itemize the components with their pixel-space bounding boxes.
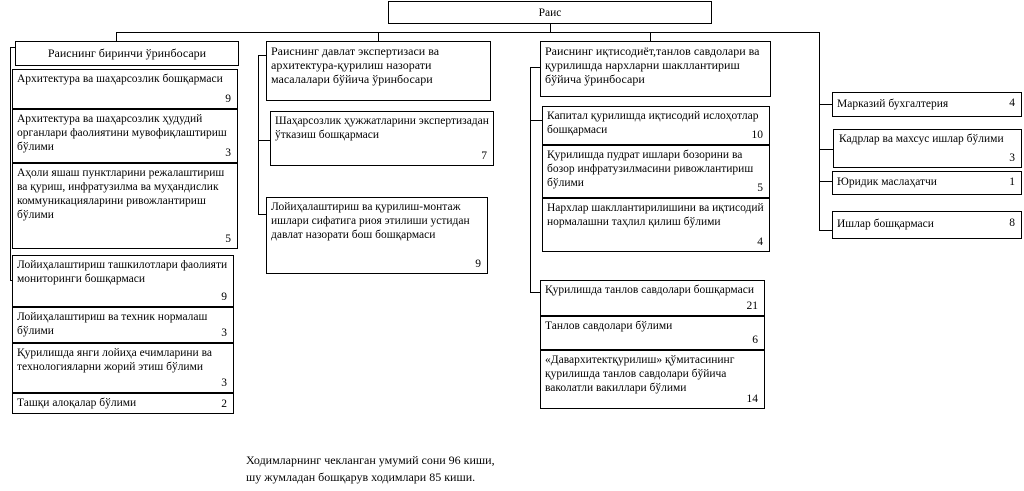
unit-box bbox=[540, 316, 765, 350]
branch1-head-label: Раиснинг биринчи ўринбосари bbox=[47, 46, 207, 60]
unit-label: Қурилишда танлов савдолари бошқармаси bbox=[545, 284, 754, 296]
branch1-spine bbox=[10, 47, 11, 280]
staff-summary-line-2: шу жумладан бошқарув ходимлари 85 киши. bbox=[246, 470, 476, 484]
unit-box bbox=[12, 393, 234, 414]
unit-label: Лойиҳалаштириш ташкилотлари фаолияти мониторинги бошқармаси bbox=[17, 259, 228, 285]
direct-unit-box bbox=[832, 171, 1022, 195]
unit-label: Нархлар шакллантирилишини ва иқтисодий нормалашни таҳлил қилиш бўлими bbox=[547, 202, 764, 228]
staff-count: 3 bbox=[221, 377, 227, 389]
branch3-head-label: Раиснинг иқтисодиёт,танлов савдолари ва қурилишда нархларни шакллантириш бўйича ўринбосари bbox=[545, 44, 760, 86]
unit-label: Қурилишда янги лойиҳа ечимларини ва технологияларни жорий этиш бўлими bbox=[17, 347, 212, 373]
top-connector bbox=[116, 32, 819, 33]
direct-stub-1 bbox=[819, 104, 832, 105]
unit-label: Танлов савдолари бўлими bbox=[545, 320, 673, 332]
staff-count: 9 bbox=[475, 258, 481, 270]
unit-box bbox=[12, 343, 234, 393]
staff-count: 6 bbox=[752, 334, 758, 346]
chief-connector bbox=[550, 24, 551, 32]
direct-stub-2 bbox=[819, 149, 833, 150]
staff-count: 10 bbox=[751, 129, 763, 141]
chief-title: Раис bbox=[538, 7, 562, 19]
unit-label: Қурилишда пудрат ишлари бозорини ва бозор инфратузилмасини ривожлантириш бўлими bbox=[547, 149, 754, 189]
staff-count: 9 bbox=[221, 291, 227, 303]
branch2-head bbox=[266, 41, 491, 101]
unit-box bbox=[542, 145, 770, 198]
staff-count: 5 bbox=[225, 233, 231, 245]
staff-count: 9 bbox=[225, 93, 231, 105]
unit-box bbox=[540, 280, 765, 316]
unit-label: Кадрлар ва махсус ишлар бўлими bbox=[839, 133, 1004, 145]
branch3-stub-a bbox=[530, 67, 540, 68]
branch2-head-label: Раиснинг давлат экспертизаси ва архитектура-қурилиш назорати масалалари бўйича ўринбосари bbox=[271, 44, 440, 86]
branch1-connector bbox=[116, 32, 117, 41]
branch2-stub-a bbox=[258, 55, 266, 56]
unit-label: Ташқи алоқалар бўлими bbox=[17, 397, 137, 409]
branch3-connector bbox=[650, 32, 651, 41]
unit-box bbox=[12, 163, 238, 249]
direct-unit-box bbox=[832, 211, 1022, 239]
staff-summary bbox=[246, 452, 495, 486]
staff-count: 21 bbox=[746, 300, 758, 312]
staff-count: 4 bbox=[757, 236, 763, 248]
unit-box bbox=[12, 307, 234, 343]
staff-count: 14 bbox=[746, 393, 758, 405]
chief-box bbox=[388, 1, 712, 24]
staff-count: 8 bbox=[1009, 217, 1015, 229]
staff-count: 2 bbox=[221, 398, 227, 410]
unit-label: Марказий бухгалтерия bbox=[837, 98, 949, 110]
staff-count: 1 bbox=[1009, 176, 1015, 188]
branch3-head bbox=[540, 41, 771, 97]
unit-box bbox=[266, 197, 488, 274]
branch2-spine bbox=[258, 55, 259, 215]
staff-count: 5 bbox=[757, 182, 763, 194]
unit-box bbox=[542, 198, 770, 252]
unit-label: Лойиҳалаштириш ва қурилиш-монтаж ишлари сифатига риоя этилиши устидан давлат назорати бош бошқармаси bbox=[271, 201, 470, 241]
branch1-head bbox=[15, 41, 239, 66]
unit-label: Капитал қурилишда иқтисодий ислоҳотлар бошқармаси bbox=[547, 110, 759, 136]
staff-count: 3 bbox=[225, 147, 231, 159]
direct-stub-3 bbox=[819, 181, 832, 182]
unit-label: Аҳоли яшаш пунктларини режалаштириш ва қуриш, инфратузилма ва муҳандислик коммуникацияларини ривожлантириш бўлими bbox=[17, 167, 225, 221]
unit-box bbox=[12, 69, 238, 109]
unit-label: Лойиҳалаштириш ва техник нормалаш бўлими bbox=[17, 311, 208, 337]
branch3-stub-c bbox=[530, 292, 540, 293]
direct-unit-box bbox=[832, 92, 1022, 117]
unit-box bbox=[12, 109, 238, 163]
unit-box bbox=[12, 255, 234, 307]
branch3-spine bbox=[530, 67, 531, 292]
unit-box bbox=[540, 350, 765, 409]
staff-count: 3 bbox=[221, 327, 227, 339]
unit-label: Юридик маслаҳатчи bbox=[837, 176, 937, 188]
direct-connector bbox=[819, 32, 820, 230]
unit-box bbox=[270, 111, 494, 166]
staff-count: 7 bbox=[481, 150, 487, 162]
unit-label: Архитектура ва шаҳарсозлик ҳудудий органлари фаолиятини мувофиқлаштириш бўлими bbox=[17, 113, 227, 153]
staff-count: 3 bbox=[1009, 152, 1015, 164]
staff-count: 4 bbox=[1009, 97, 1015, 109]
unit-label: Шаҳарсозлик ҳужжатларини экспертизадан ўтказиш бошқармаси bbox=[275, 115, 489, 141]
direct-unit-box bbox=[833, 129, 1022, 168]
branch2-stub-b bbox=[258, 140, 270, 141]
direct-stub-4 bbox=[819, 230, 832, 231]
branch3-stub-b bbox=[530, 120, 542, 121]
branch2-stub-c bbox=[258, 214, 266, 215]
staff-summary-line-1: Ходимларнинг чекланган умумий сони 96 киши, bbox=[246, 453, 495, 467]
unit-label: Ишлар бошқармаси bbox=[837, 218, 934, 230]
unit-box bbox=[542, 106, 770, 145]
unit-label: «Давархитектқурилиш» қўмитасининг қурилишда танлов савдолари бўйича ваколатли вакиллари бўлими bbox=[545, 354, 735, 394]
branch2-connector bbox=[378, 32, 379, 41]
unit-label: Архитектура ва шаҳарсозлик бошқармаси bbox=[17, 73, 223, 85]
